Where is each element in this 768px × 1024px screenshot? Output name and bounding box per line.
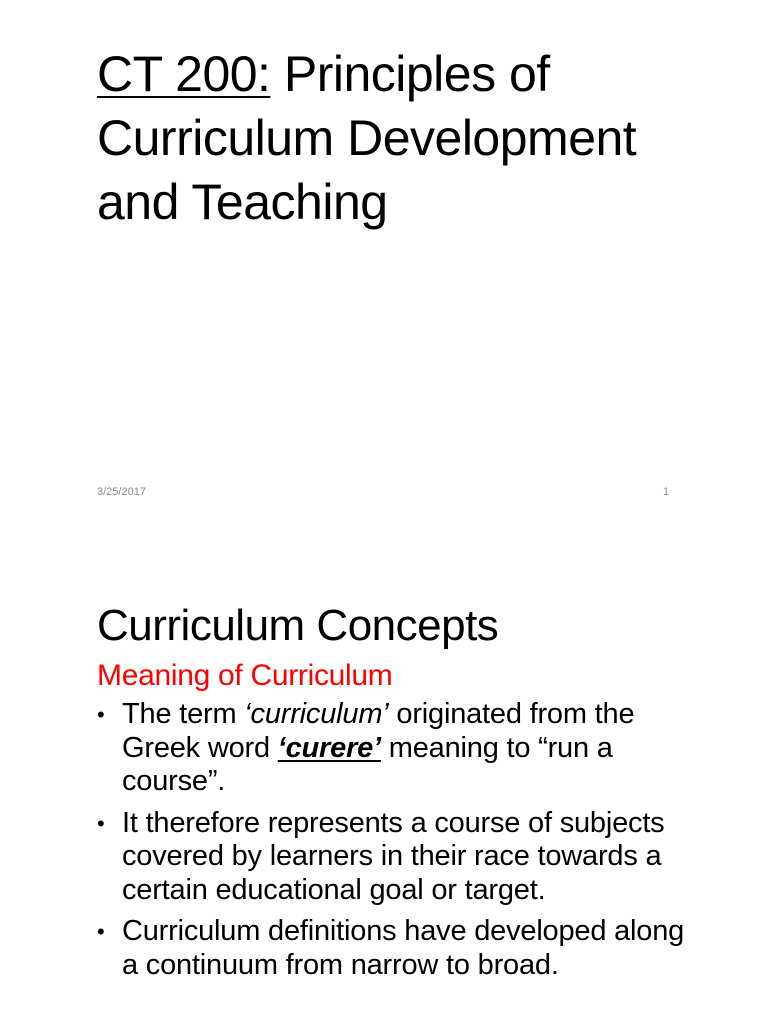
bullet-item [97,915,697,982]
term-curriculum: ‘curriculum’ [244,698,389,730]
bullet-text: originated from the Greek word [122,698,635,764]
slide-title: Curriculum Concepts [97,601,499,650]
bullet-text: meaning to “run a course”. [122,731,613,797]
bullet-item [97,807,697,908]
bullet-text: The term [122,698,245,730]
bullet-icon: • [97,810,105,836]
bullet-item [97,698,697,799]
page-number: 1 [663,486,670,498]
bullet-list [97,698,697,990]
term-curere: ‘curere’ [277,731,381,764]
slide-title [97,42,697,234]
section-subheading: Meaning of Curriculum [97,659,393,692]
course-code: CT 200: [97,46,271,102]
bullet-text: Curriculum definitions have developed along a continuum from narrow to broad. [122,915,685,981]
slide-date: 3/25/2017 [97,486,146,498]
slide-2 [0,512,768,1024]
bullet-text: It therefore represents a course of subjects covered by learners in their race towards a certain educational goal or target. [122,806,665,906]
bullet-icon: • [97,919,105,944]
bullet-icon: • [97,702,105,727]
course-title: Principles of Curriculum Development and Teaching [97,46,637,230]
